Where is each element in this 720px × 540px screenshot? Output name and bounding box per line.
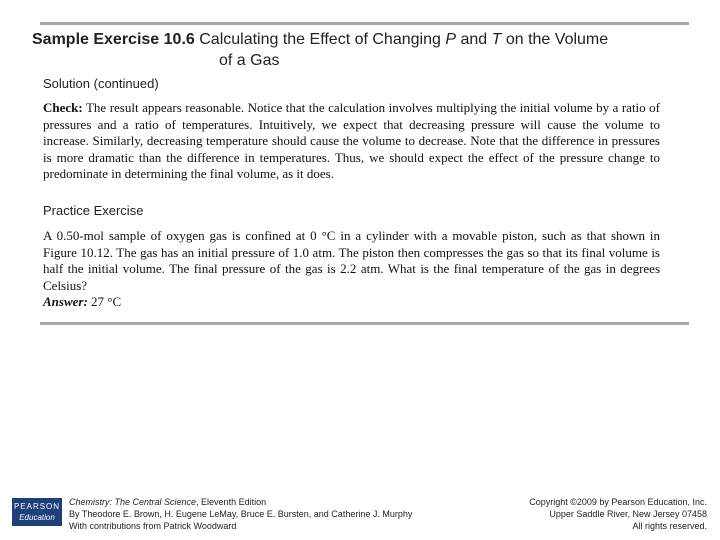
copyright-line: Copyright ©2009 by Pearson Education, Inc. xyxy=(529,497,707,507)
title-line-2: of a Gas xyxy=(219,52,280,69)
title-line-1: Calculating the Effect of Changing xyxy=(199,31,441,48)
practice-paragraph xyxy=(43,228,660,311)
copyright-notice xyxy=(477,496,707,532)
exercise-label: Sample Exercise 10.6 xyxy=(32,31,195,48)
rights-line: All rights reserved. xyxy=(632,521,707,531)
solution-label: Solution xyxy=(43,76,90,91)
check-text: The result appears reasonable. Notice that the calculation involves multiplying the initial volume by a ratio of pressures and a ratio of temperatures. Intuitively, we expect that decreasing pressure will cause the volume to increase. Similarly, decreasing temperature should cause the volume to decrease. Note that the difference in pressures is more dramatic than the difference in temperatures. Thus, we should expect the effect of the pressure change to predominate in determining the final volume, as it does. xyxy=(43,100,660,181)
book-authors: By Theodore E. Brown, H. Eugene LeMay, Bruce E. Bursten, and Catherine J. Murphy xyxy=(69,509,413,519)
logo-bottom-text: Education xyxy=(19,513,55,522)
solution-continued: (continued) xyxy=(93,76,159,91)
book-title-line xyxy=(69,496,469,508)
logo-top-text: PEARSON xyxy=(13,502,61,511)
solution-heading xyxy=(43,76,159,91)
title-var-t: T xyxy=(491,31,502,48)
practice-text: A 0.50-mol sample of oxygen gas is confined at 0 °C in a cylinder with a movable piston, such as that shown in Figure 10.12. The gas has an initial pressure of 1.0 atm. The piston then compresses the gas so that its final volume is half the initial volume. The final pressure of the gas is 2.2 atm. What is the final temperature of the gas in degrees Celsius? xyxy=(43,228,660,293)
page-title xyxy=(32,29,692,71)
bottom-divider xyxy=(40,322,689,325)
answer-label: Answer: xyxy=(43,294,88,309)
practice-heading: Practice Exercise xyxy=(43,203,144,218)
book-edition: , Eleventh Edition xyxy=(196,497,267,507)
pearson-logo xyxy=(12,498,62,526)
answer-line xyxy=(43,294,660,311)
title-var-p: P xyxy=(445,31,456,48)
answer-value: 27 °C xyxy=(91,294,122,309)
book-credit xyxy=(69,496,469,532)
title-on-the: on the Volume xyxy=(505,31,609,48)
check-label: Check: xyxy=(43,100,83,115)
book-title: Chemistry: The Central Science xyxy=(69,497,197,507)
book-contributions: With contributions from Patrick Woodward xyxy=(69,521,237,531)
check-paragraph xyxy=(43,100,660,183)
address-line: Upper Saddle River, New Jersey 07458 xyxy=(549,509,707,519)
top-divider xyxy=(40,22,689,25)
title-and: and xyxy=(460,31,488,48)
